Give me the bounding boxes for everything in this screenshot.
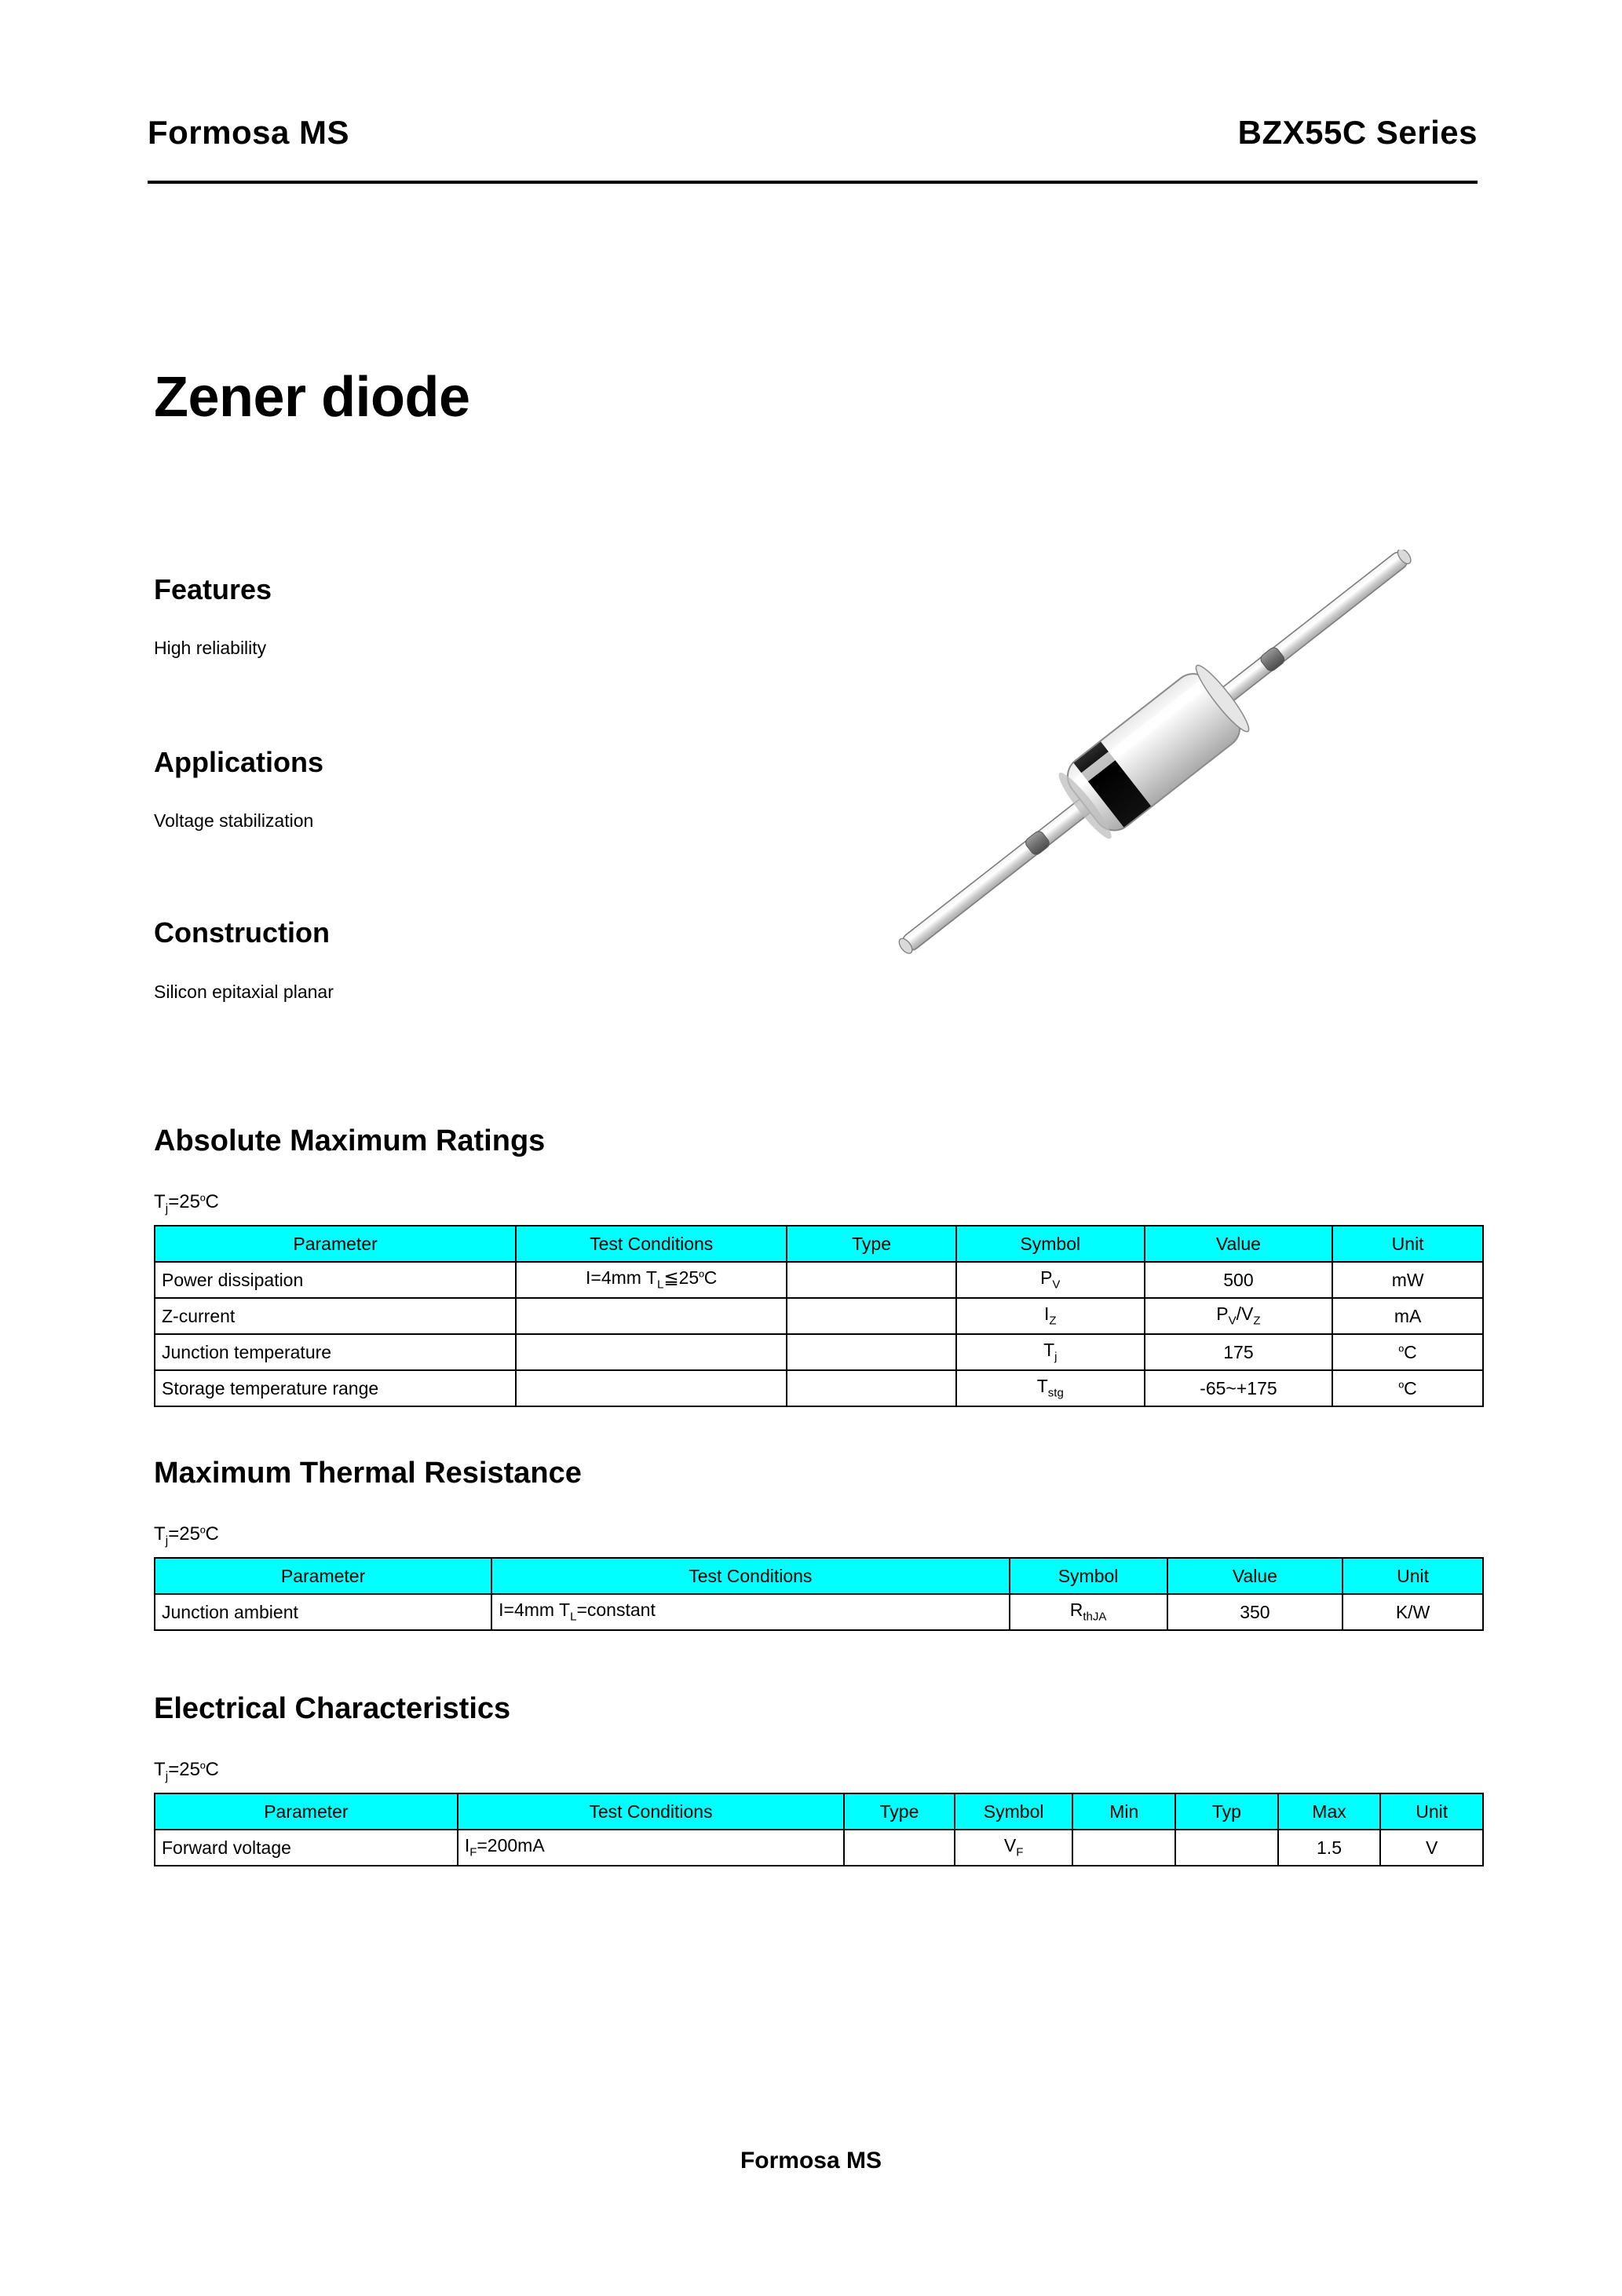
col-test-conditions: Test Conditions [516, 1226, 787, 1262]
degree-icon: º [199, 1760, 206, 1776]
cell-parameter: Storage temperature range [155, 1370, 516, 1406]
absolute-maximum-ratings-heading: Absolute Maximum Ratings [154, 1124, 546, 1157]
cell-max: 1.5 [1278, 1830, 1381, 1866]
cell-unit: K/W [1343, 1594, 1483, 1630]
mtr-cond-sub: j [165, 1534, 169, 1548]
sym-sub: V [1052, 1278, 1061, 1292]
col-parameter: Parameter [155, 1558, 491, 1594]
amr-cond-prefix: T [154, 1191, 166, 1212]
maximum-thermal-resistance-heading: Maximum Thermal Resistance [154, 1457, 582, 1490]
table-row [155, 1830, 1483, 1866]
cell-typ [1175, 1830, 1278, 1866]
cell-symbol [1010, 1594, 1167, 1630]
cell-type [787, 1298, 956, 1334]
col-parameter: Parameter [155, 1793, 458, 1830]
sym-base: V [1003, 1835, 1017, 1856]
cell-parameter: Z-current [155, 1298, 516, 1334]
amr-condition [154, 1191, 219, 1216]
table-header-row [155, 1226, 1483, 1262]
applications-heading: Applications [154, 746, 324, 778]
diode-drawing [809, 550, 1500, 958]
unit-text: C [1404, 1377, 1417, 1398]
amr-cond-sub: j [165, 1201, 169, 1216]
col-test-conditions: Test Conditions [458, 1793, 844, 1830]
cell-test-conditions [516, 1262, 787, 1298]
sym-base: P [1040, 1267, 1053, 1289]
val-sub2: Z [1253, 1314, 1261, 1328]
cell-parameter: Junction ambient [155, 1594, 491, 1630]
tc-pre: I=4mm T [586, 1267, 657, 1289]
cell-symbol [956, 1370, 1145, 1406]
applications-text: Voltage stabilization [154, 810, 314, 831]
amr-cond-unit: C [205, 1191, 219, 1212]
absolute-maximum-ratings-table [154, 1225, 1484, 1407]
cell-value: 500 [1145, 1262, 1333, 1298]
tc-sub: L [656, 1278, 664, 1292]
tc-post: =200mA [477, 1835, 545, 1856]
ec-condition [154, 1759, 219, 1784]
cell-test-conditions [516, 1334, 787, 1370]
page-title: Zener diode [154, 366, 470, 429]
mtr-cond-unit: C [205, 1523, 219, 1545]
cell-value: -65~+175 [1145, 1370, 1333, 1406]
cell-unit [1332, 1334, 1483, 1370]
electrical-characteristics-table [154, 1793, 1484, 1866]
construction-heading: Construction [154, 916, 330, 949]
table-row [155, 1262, 1483, 1298]
col-unit: Unit [1332, 1226, 1483, 1262]
tc-sub: L [570, 1610, 577, 1624]
cell-symbol [956, 1334, 1145, 1370]
sym-sub: Z [1049, 1314, 1057, 1328]
cell-value: 350 [1167, 1594, 1343, 1630]
cell-unit: V [1380, 1830, 1483, 1866]
cell-value [1145, 1298, 1333, 1334]
tc-post: =constant [576, 1600, 656, 1621]
degree-icon: º [699, 1269, 704, 1285]
table-row [155, 1370, 1483, 1406]
val-pre: P [1216, 1303, 1229, 1325]
col-symbol: Symbol [956, 1226, 1145, 1262]
cell-symbol [955, 1830, 1073, 1866]
col-test-conditions: Test Conditions [491, 1558, 1009, 1594]
cell-symbol [956, 1262, 1145, 1298]
mtr-condition [154, 1523, 219, 1548]
page-footer: Formosa MS [740, 2148, 882, 2174]
zener-diode-photo [809, 550, 1500, 958]
cell-type [787, 1334, 956, 1370]
val-mid: /V [1236, 1303, 1254, 1325]
cell-parameter: Forward voltage [155, 1830, 458, 1866]
cell-test-conditions [516, 1298, 787, 1334]
amr-cond-suffix: =25 [168, 1191, 200, 1212]
tc-unit: C [703, 1267, 718, 1289]
degree-icon: º [1398, 1343, 1405, 1359]
sym-base: R [1069, 1600, 1083, 1621]
tc-post: 25 [678, 1267, 700, 1289]
sym-sub: F [1016, 1845, 1024, 1859]
mtr-cond-suffix: =25 [168, 1523, 200, 1545]
header-divider [148, 181, 1478, 184]
cell-type [844, 1830, 955, 1866]
val-sub1: V [1228, 1314, 1237, 1328]
ec-cond-suffix: =25 [168, 1759, 200, 1780]
sym-base: T [1043, 1340, 1055, 1361]
tc-pre: I=4mm T [499, 1600, 571, 1621]
le-icon: ≦ [663, 1267, 679, 1289]
construction-text: Silicon epitaxial planar [154, 982, 334, 1002]
cell-test-conditions [516, 1370, 787, 1406]
unit-text: C [1404, 1341, 1417, 1362]
cell-value: 175 [1145, 1334, 1333, 1370]
tc-pre: I [464, 1835, 470, 1856]
sym-base: I [1043, 1303, 1050, 1325]
sym-base: T [1036, 1376, 1048, 1397]
col-value: Value [1167, 1558, 1343, 1594]
sym-sub: thJA [1083, 1610, 1107, 1624]
col-parameter: Parameter [155, 1226, 516, 1262]
table-row [155, 1334, 1483, 1370]
col-max: Max [1278, 1793, 1381, 1830]
features-text: High reliability [154, 638, 267, 658]
table-header-row [155, 1793, 1483, 1830]
col-unit: Unit [1343, 1558, 1483, 1594]
degree-icon: º [199, 1193, 206, 1208]
cell-test-conditions [491, 1594, 1009, 1630]
ec-cond-sub: j [165, 1769, 169, 1783]
cell-unit: mW [1332, 1262, 1483, 1298]
cell-unit [1332, 1370, 1483, 1406]
col-type: Type [844, 1793, 955, 1830]
degree-icon: º [1398, 1379, 1405, 1395]
features-heading: Features [154, 573, 272, 605]
sym-sub: stg [1047, 1386, 1064, 1400]
table-row [155, 1298, 1483, 1334]
degree-icon: º [199, 1525, 206, 1541]
cell-parameter: Junction temperature [155, 1334, 516, 1370]
ec-cond-prefix: T [154, 1759, 166, 1780]
cell-min [1072, 1830, 1175, 1866]
company-name: Formosa MS [148, 114, 350, 151]
cell-test-conditions [458, 1830, 844, 1866]
ec-cond-unit: C [205, 1759, 219, 1780]
col-unit: Unit [1380, 1793, 1483, 1830]
electrical-characteristics-heading: Electrical Characteristics [154, 1692, 511, 1725]
maximum-thermal-resistance-table [154, 1557, 1484, 1631]
table-row [155, 1594, 1483, 1630]
cell-type [787, 1370, 956, 1406]
series-name: BZX55C Series [1237, 114, 1478, 151]
col-symbol: Symbol [1010, 1558, 1167, 1594]
col-min: Min [1072, 1793, 1175, 1830]
col-symbol: Symbol [955, 1793, 1073, 1830]
col-typ: Typ [1175, 1793, 1278, 1830]
tc-sub: F [469, 1845, 477, 1859]
mtr-cond-prefix: T [154, 1523, 166, 1545]
sym-sub: j [1054, 1350, 1058, 1364]
page-header [148, 114, 1478, 152]
cell-symbol [956, 1298, 1145, 1334]
cell-type [787, 1262, 956, 1298]
col-type: Type [787, 1226, 956, 1262]
cell-parameter: Power dissipation [155, 1262, 516, 1298]
table-header-row [155, 1558, 1483, 1594]
cell-unit: mA [1332, 1298, 1483, 1334]
col-value: Value [1145, 1226, 1333, 1262]
